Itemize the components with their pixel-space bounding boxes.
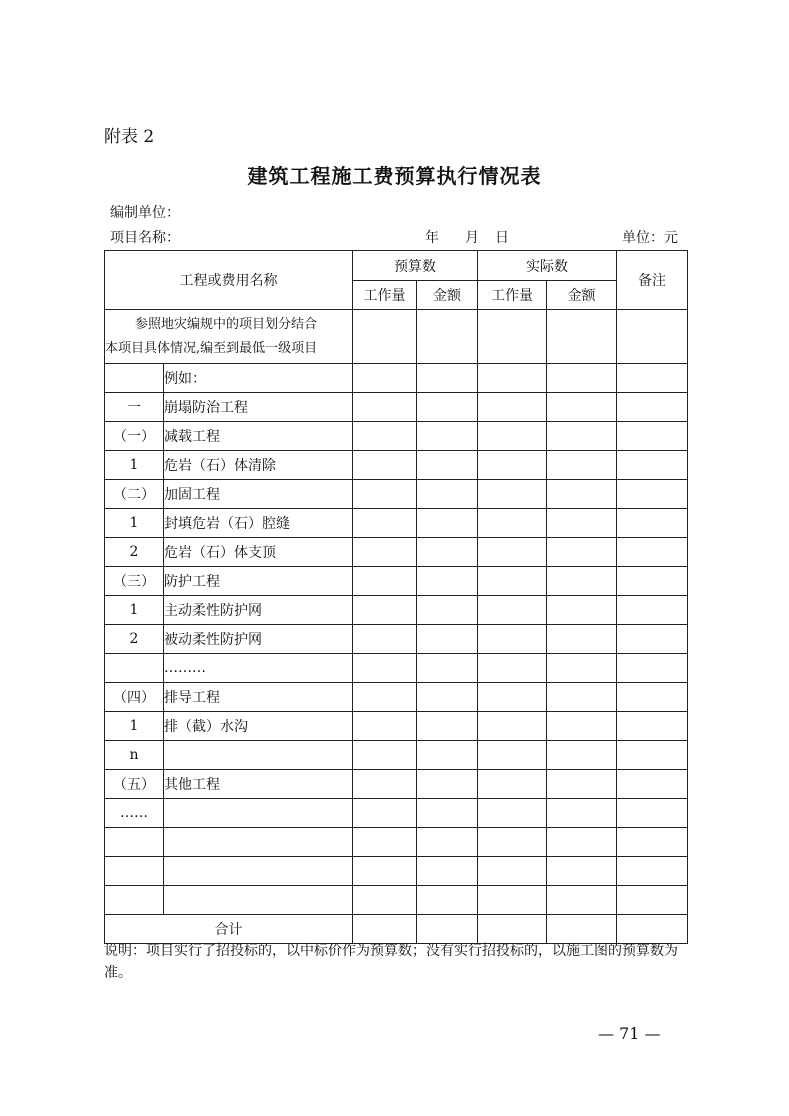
empty-cell	[417, 364, 478, 393]
row-number: （五）	[105, 770, 164, 799]
table-row	[105, 857, 688, 886]
empty-cell	[417, 770, 478, 799]
header-budget: 预算数	[353, 251, 478, 281]
empty-cell	[478, 509, 547, 538]
empty-cell	[417, 538, 478, 567]
empty-cell	[417, 886, 478, 915]
header-actual: 实际数	[478, 251, 617, 281]
header-name: 工程或费用名称	[105, 251, 353, 310]
header-remark: 备注	[617, 251, 688, 310]
empty-cell	[478, 625, 547, 654]
row-number: （二）	[105, 480, 164, 509]
row-number: 1	[105, 596, 164, 625]
empty-cell	[547, 625, 617, 654]
table-row	[105, 596, 688, 625]
empty-cell	[417, 625, 478, 654]
header-actual-amount: 金额	[547, 281, 617, 310]
row-item-name: ………	[164, 654, 353, 683]
table-row	[105, 451, 688, 480]
empty-cell	[547, 364, 617, 393]
row-item-name: 减载工程	[164, 422, 353, 451]
empty-cell	[478, 451, 547, 480]
row-number	[105, 886, 164, 915]
empty-cell	[353, 567, 417, 596]
row-item-name: 被动柔性防护网	[164, 625, 353, 654]
table-row	[105, 625, 688, 654]
empty-cell	[353, 828, 417, 857]
empty-cell	[417, 451, 478, 480]
empty-cell	[547, 712, 617, 741]
row-item-name	[164, 741, 353, 770]
empty-cell	[617, 741, 688, 770]
unit-label: 单位：元	[622, 230, 678, 246]
empty-cell	[353, 654, 417, 683]
date-year: 年	[425, 230, 439, 246]
empty-cell	[417, 683, 478, 712]
row-item-name: 危岩（石）体支顶	[164, 538, 353, 567]
row-number: 1	[105, 509, 164, 538]
empty-cell	[353, 596, 417, 625]
empty-cell	[353, 886, 417, 915]
row-number: 2	[105, 538, 164, 567]
empty-cell	[617, 799, 688, 828]
appendix-label: 附表 2	[104, 127, 155, 147]
empty-cell	[547, 509, 617, 538]
empty-cell	[617, 451, 688, 480]
empty-cell	[547, 799, 617, 828]
table-row	[105, 683, 688, 712]
empty-cell	[617, 364, 688, 393]
row-item-name: 加固工程	[164, 480, 353, 509]
empty-cell	[478, 480, 547, 509]
empty-cell	[353, 480, 417, 509]
empty-cell	[478, 538, 547, 567]
empty-cell	[417, 741, 478, 770]
empty-cell	[478, 770, 547, 799]
row-item-name: 危岩（石）体清除	[164, 451, 353, 480]
row-item-name	[164, 828, 353, 857]
row-item-name	[164, 857, 353, 886]
empty-cell	[478, 828, 547, 857]
empty-cell	[478, 654, 547, 683]
empty-cell	[417, 596, 478, 625]
empty-cell	[547, 886, 617, 915]
empty-cell	[617, 422, 688, 451]
empty-cell	[353, 712, 417, 741]
table-row	[105, 509, 688, 538]
empty-cell	[353, 770, 417, 799]
empty-cell	[547, 654, 617, 683]
row-number: （一）	[105, 422, 164, 451]
empty-cell	[547, 567, 617, 596]
empty-cell	[478, 422, 547, 451]
header-budget-amount: 金额	[417, 281, 478, 310]
empty-cell	[353, 799, 417, 828]
empty-cell	[353, 364, 417, 393]
empty-cell	[353, 393, 417, 422]
row-item-name: 封填危岩（石）腔缝	[164, 509, 353, 538]
row-item-name: 排（截）水沟	[164, 712, 353, 741]
empty-cell	[617, 393, 688, 422]
empty-cell	[617, 538, 688, 567]
table-row	[105, 741, 688, 770]
empty-cell	[478, 393, 547, 422]
table-row	[105, 393, 688, 422]
empty-cell	[353, 451, 417, 480]
empty-cell	[617, 625, 688, 654]
row-number: 1	[105, 712, 164, 741]
empty-cell	[547, 422, 617, 451]
empty-cell	[353, 509, 417, 538]
row-item-name: 其他工程	[164, 770, 353, 799]
row-number: ……	[105, 799, 164, 828]
row-number: （四）	[105, 683, 164, 712]
row-number: 1	[105, 451, 164, 480]
empty-cell	[353, 857, 417, 886]
empty-cell	[478, 683, 547, 712]
empty-cell	[478, 799, 547, 828]
empty-cell	[417, 857, 478, 886]
table-row	[105, 799, 688, 828]
row-item-name: 防护工程	[164, 567, 353, 596]
table-row	[105, 480, 688, 509]
empty-cell	[617, 712, 688, 741]
empty-cell	[417, 654, 478, 683]
table-row	[105, 654, 688, 683]
empty-cell	[478, 886, 547, 915]
empty-cell	[547, 857, 617, 886]
empty-cell	[478, 596, 547, 625]
row-number	[105, 857, 164, 886]
empty-cell	[547, 393, 617, 422]
description-cell	[105, 310, 353, 364]
table-row	[105, 422, 688, 451]
page-number: — 71 —	[598, 1024, 661, 1043]
row-number: 一	[105, 393, 164, 422]
empty-cell	[417, 393, 478, 422]
empty-cell	[617, 596, 688, 625]
row-item-name	[164, 799, 353, 828]
empty-cell	[353, 538, 417, 567]
empty-cell	[417, 567, 478, 596]
empty-cell	[617, 886, 688, 915]
empty-cell	[417, 480, 478, 509]
empty-cell	[617, 770, 688, 799]
empty-cell	[547, 828, 617, 857]
empty-cell	[417, 712, 478, 741]
empty-cell	[417, 509, 478, 538]
empty-cell	[353, 625, 417, 654]
table-row	[105, 538, 688, 567]
table-row	[105, 770, 688, 799]
row-number: n	[105, 741, 164, 770]
row-item-name: 主动柔性防护网	[164, 596, 353, 625]
empty-cell	[478, 712, 547, 741]
empty-cell	[417, 828, 478, 857]
budget-table	[104, 250, 688, 944]
table-row	[105, 567, 688, 596]
total-label: 合计	[105, 915, 353, 944]
empty-cell	[617, 683, 688, 712]
row-item-name	[164, 886, 353, 915]
empty-cell	[617, 654, 688, 683]
table-row	[105, 364, 688, 393]
empty-cell	[617, 857, 688, 886]
empty-cell	[547, 596, 617, 625]
project-name-label: 项目名称：	[110, 230, 180, 246]
empty-cell	[353, 422, 417, 451]
empty-cell	[617, 828, 688, 857]
date-month: 月	[465, 230, 479, 246]
row-number: 2	[105, 625, 164, 654]
empty-cell	[547, 683, 617, 712]
row-number	[105, 364, 164, 393]
row-item-name: 排导工程	[164, 683, 353, 712]
compiler-label: 编制单位：	[110, 205, 180, 221]
table-row	[105, 886, 688, 915]
footnote: 说明：项目实行了招投标的，以中标价作为预算数；没有实行招投标的，以施工图的预算数为准。	[104, 943, 678, 981]
description-line-1: 参照地灾编规中的项目划分结合	[135, 316, 318, 332]
empty-cell	[617, 509, 688, 538]
empty-cell	[547, 538, 617, 567]
empty-cell	[353, 683, 417, 712]
header-budget-workload: 工作量	[353, 281, 417, 310]
page-title: 建筑工程施工费预算执行情况表	[247, 164, 542, 188]
empty-cell	[417, 799, 478, 828]
empty-cell	[547, 770, 617, 799]
empty-cell	[417, 422, 478, 451]
empty-cell	[547, 451, 617, 480]
empty-cell	[547, 480, 617, 509]
empty-cell	[617, 567, 688, 596]
empty-cell	[353, 741, 417, 770]
empty-cell	[617, 480, 688, 509]
empty-cell	[478, 857, 547, 886]
row-item-name: 例如：	[164, 364, 353, 393]
empty-cell	[478, 741, 547, 770]
table-row	[105, 712, 688, 741]
description-line-2: 本项目具体情况,编至到最低一级项目	[105, 340, 318, 356]
header-actual-workload: 工作量	[478, 281, 547, 310]
empty-cell	[478, 567, 547, 596]
date-day: 日	[495, 230, 509, 246]
table-row	[105, 828, 688, 857]
row-number	[105, 654, 164, 683]
empty-cell	[547, 741, 617, 770]
empty-cell	[478, 364, 547, 393]
row-number	[105, 828, 164, 857]
row-item-name: 崩塌防治工程	[164, 393, 353, 422]
row-number: （三）	[105, 567, 164, 596]
